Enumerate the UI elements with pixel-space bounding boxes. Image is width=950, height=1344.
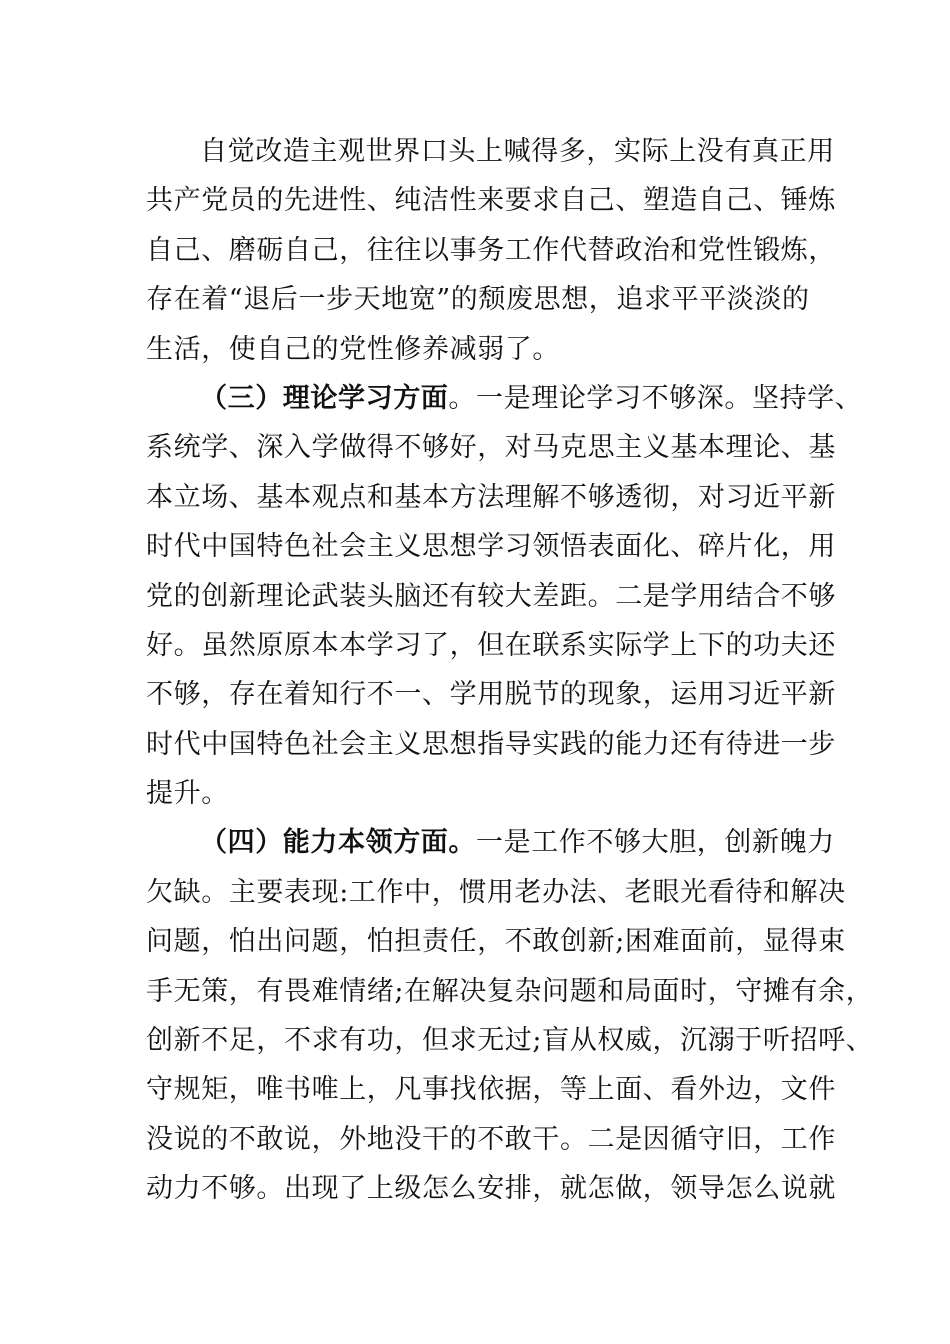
section-heading-theory-study: （三）理论学习方面 xyxy=(200,382,449,414)
paragraph-2-line-6: 好。虽然原原本本学习了，但在联系实际学上下的功夫还 xyxy=(146,629,836,661)
paragraph-3-line-5: 创新不足，不求有功，但求无过;盲从权威，沉溺于听招呼、 xyxy=(146,1025,874,1057)
paragraph-1-line-4: 存在着“退后一步天地宽”的颓废思想，追求平平淡淡的 xyxy=(146,284,810,316)
paragraph-2-line-1-rest: 。一是理论学习不够深。坚持学、 xyxy=(448,382,863,414)
paragraph-2-line-8: 时代中国特色社会主义思想指导实践的能力还有待进一步 xyxy=(146,728,836,760)
paragraph-2-line-2: 系统学、深入学做得不够好，对马克思主义基本理论、基 xyxy=(146,432,836,464)
paragraph-3-line-1 xyxy=(146,818,835,867)
paragraph-2-line-1 xyxy=(146,374,863,423)
paragraph-3-line-2: 欠缺。主要表现:工作中，惯用老办法、老眼光看待和解决 xyxy=(146,876,846,908)
paragraph-2-line-5: 党的创新理论武装头脑还有较大差距。二是学用结合不够 xyxy=(146,580,836,612)
paragraph-2-line-3: 本立场、基本观点和基本方法理解不够透彻，对习近平新 xyxy=(146,481,836,513)
document-body xyxy=(146,127,874,1214)
paragraph-1-line-1: 自觉改造主观世界口头上喊得多，实际上没有真正用 xyxy=(200,136,835,167)
paragraph-3-line-4: 手无策，有畏难情绪;在解决复杂问题和局面时，守摊有余， xyxy=(146,975,874,1007)
section-heading-ability: （四）能力本领方面。 xyxy=(200,827,476,859)
paragraph-1-line-3: 自己、磨砺自己，往往以事务工作代替政治和党性锻炼， xyxy=(146,234,836,266)
paragraph-1-line-5: 生活，使自己的党性修养减弱了。 xyxy=(146,333,560,365)
paragraph-2-line-9: 提升。 xyxy=(146,778,229,810)
paragraph-3-line-7: 没说的不敢说，外地没干的不敢干。二是因循守旧，工作 xyxy=(146,1123,836,1155)
paragraph-3-line-1-rest: 一是工作不够大胆，创新魄力 xyxy=(476,827,835,859)
paragraph-1-line-2: 共产党员的先进性、纯洁性来要求自己、塑造自己、锤炼 xyxy=(146,185,836,217)
paragraph-3-line-8: 动力不够。出现了上级怎么安排，就怎做，领导怎么说就 xyxy=(146,1173,836,1205)
paragraph-2-line-4: 时代中国特色社会主义思想学习领悟表面化、碎片化，用 xyxy=(146,531,836,563)
paragraph-3-line-3: 问题，怕出问题，怕担责任，不敢创新;困难面前，显得束 xyxy=(146,926,846,958)
paragraph-3-line-6: 守规矩，唯书唯上，凡事找依据，等上面、看外边，文件 xyxy=(146,1074,836,1106)
paragraph-2-line-7: 不够，存在着知行不一、学用脱节的现象，运用习近平新 xyxy=(146,679,836,711)
